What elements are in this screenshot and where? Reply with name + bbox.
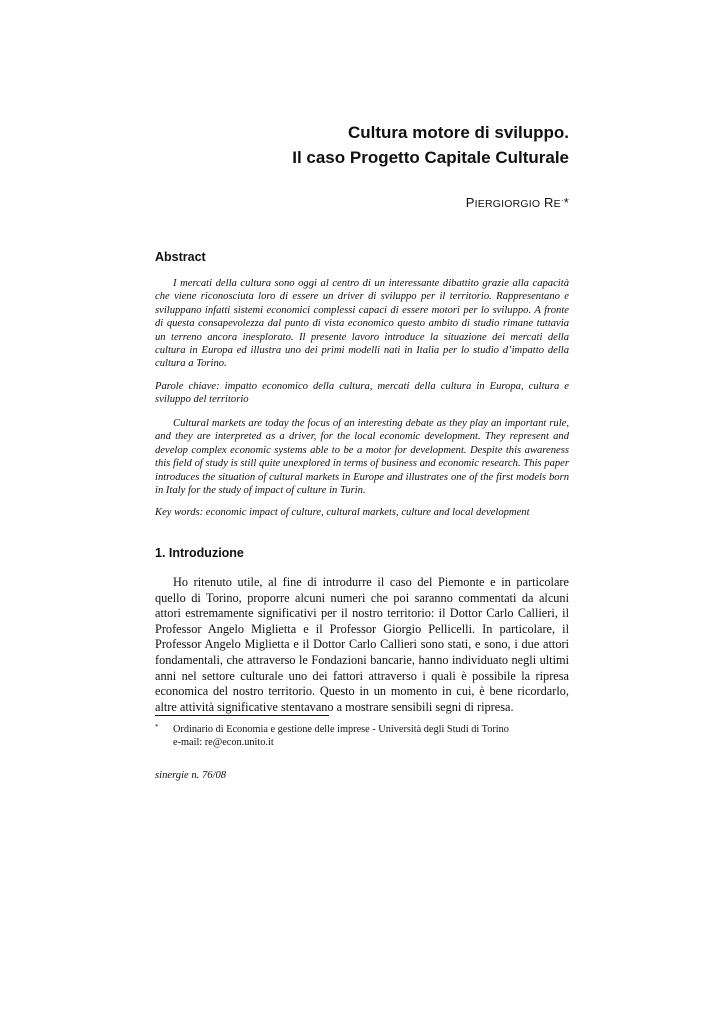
footnote-divider <box>155 715 329 716</box>
author-initial-2: R <box>544 195 554 210</box>
author-initial-1: P <box>465 195 475 210</box>
title-line-2: Il caso Progetto Capitale Culturale <box>292 148 569 167</box>
footnote-mark: * <box>155 723 159 731</box>
paper-title <box>292 120 569 170</box>
footnote-email: e-mail: re@econ.unito.it <box>173 737 274 748</box>
abstract-paragraph-english: Cultural markets are today the focus of an interesting debate as they play an important rule, and they are interpreted as a driver, for the local economic development. They represent and develop complex economic systems able to be a motor for development. Despite this awareness this field of study is still quite unexplored in terms of business and economic research. This paper introduces the situation of cultural markets in Europe and illustrates one of the first models born in Italy for the study of impact of culture in Turin. <box>155 418 569 497</box>
author-first-name-rest: IERGIORGIO <box>474 198 541 210</box>
author-name: PIERGIORGIO RE·* <box>465 195 569 210</box>
section-1-paragraph: Ho ritenuto utile, al fine di introdurre il caso del Piemonte e in particolare quello di Torino, proporre alcuni numeri che poi saranno commentati da alcuni attori estremamente significativi per il nostro territorio: il Dottor Carlo Callieri, il Professor Angelo Miglietta e il Professor Giorgio Pellicelli. In particolare, il Professor Angelo Miglietta e il Dottor Carlo Callieri sono stati, e sono, i due attori fondamentali, che attraverso le Fondazioni bancarie, hanno individuato negli ultimi anni nel settore culturale uno dei fattori attraverso i quali è possibile la ripresa economica del nostro territorio. Questo in un momento in cui, è bene ricordarlo, altre attività significative stentavano a mostrare sensibili segni di ripresa. <box>155 575 569 714</box>
title-line-1: Cultura motore di sviluppo. <box>347 123 569 142</box>
footnote-affiliation: Ordinario di Economia e gestione delle imprese - Università degli Studi di Torino <box>173 724 509 735</box>
abstract-paragraph-italian: I mercati della cultura sono oggi al centro di un interessante dibattito grazie alla capacità che viene riconosciuta loro di essere un driver di sviluppo per il territorio. Rappresentano e sviluppano infatti sistemi economici complessi capaci di essere motori per lo sviluppo. A fronte di questa consapevolezza dal punto di vista economico questo ambito di studio rimane tuttavia un terreno ancora inesplorato. Il presente lavoro introduce la situazione dei mercati della cultura in Europa ed illustra uno dei primi modelli nati in Italia per lo studio d’impatto della cultura a Torino. <box>155 278 569 370</box>
author-footnote-mark: * <box>563 195 569 210</box>
footnote <box>155 723 569 749</box>
keywords-english: Key words: economic impact of culture, cultural markets, culture and local development <box>155 507 530 518</box>
keywords-italian: Parole chiave: impatto economico della cultura, mercati della cultura in Europa, cultura e sviluppo del territorio <box>155 381 569 406</box>
section-1-heading: 1. Introduzione <box>155 546 244 560</box>
abstract-heading: Abstract <box>155 250 206 264</box>
author-last-name-rest: E <box>553 198 561 210</box>
journal-reference: sinergie n. 76/08 <box>155 770 227 781</box>
